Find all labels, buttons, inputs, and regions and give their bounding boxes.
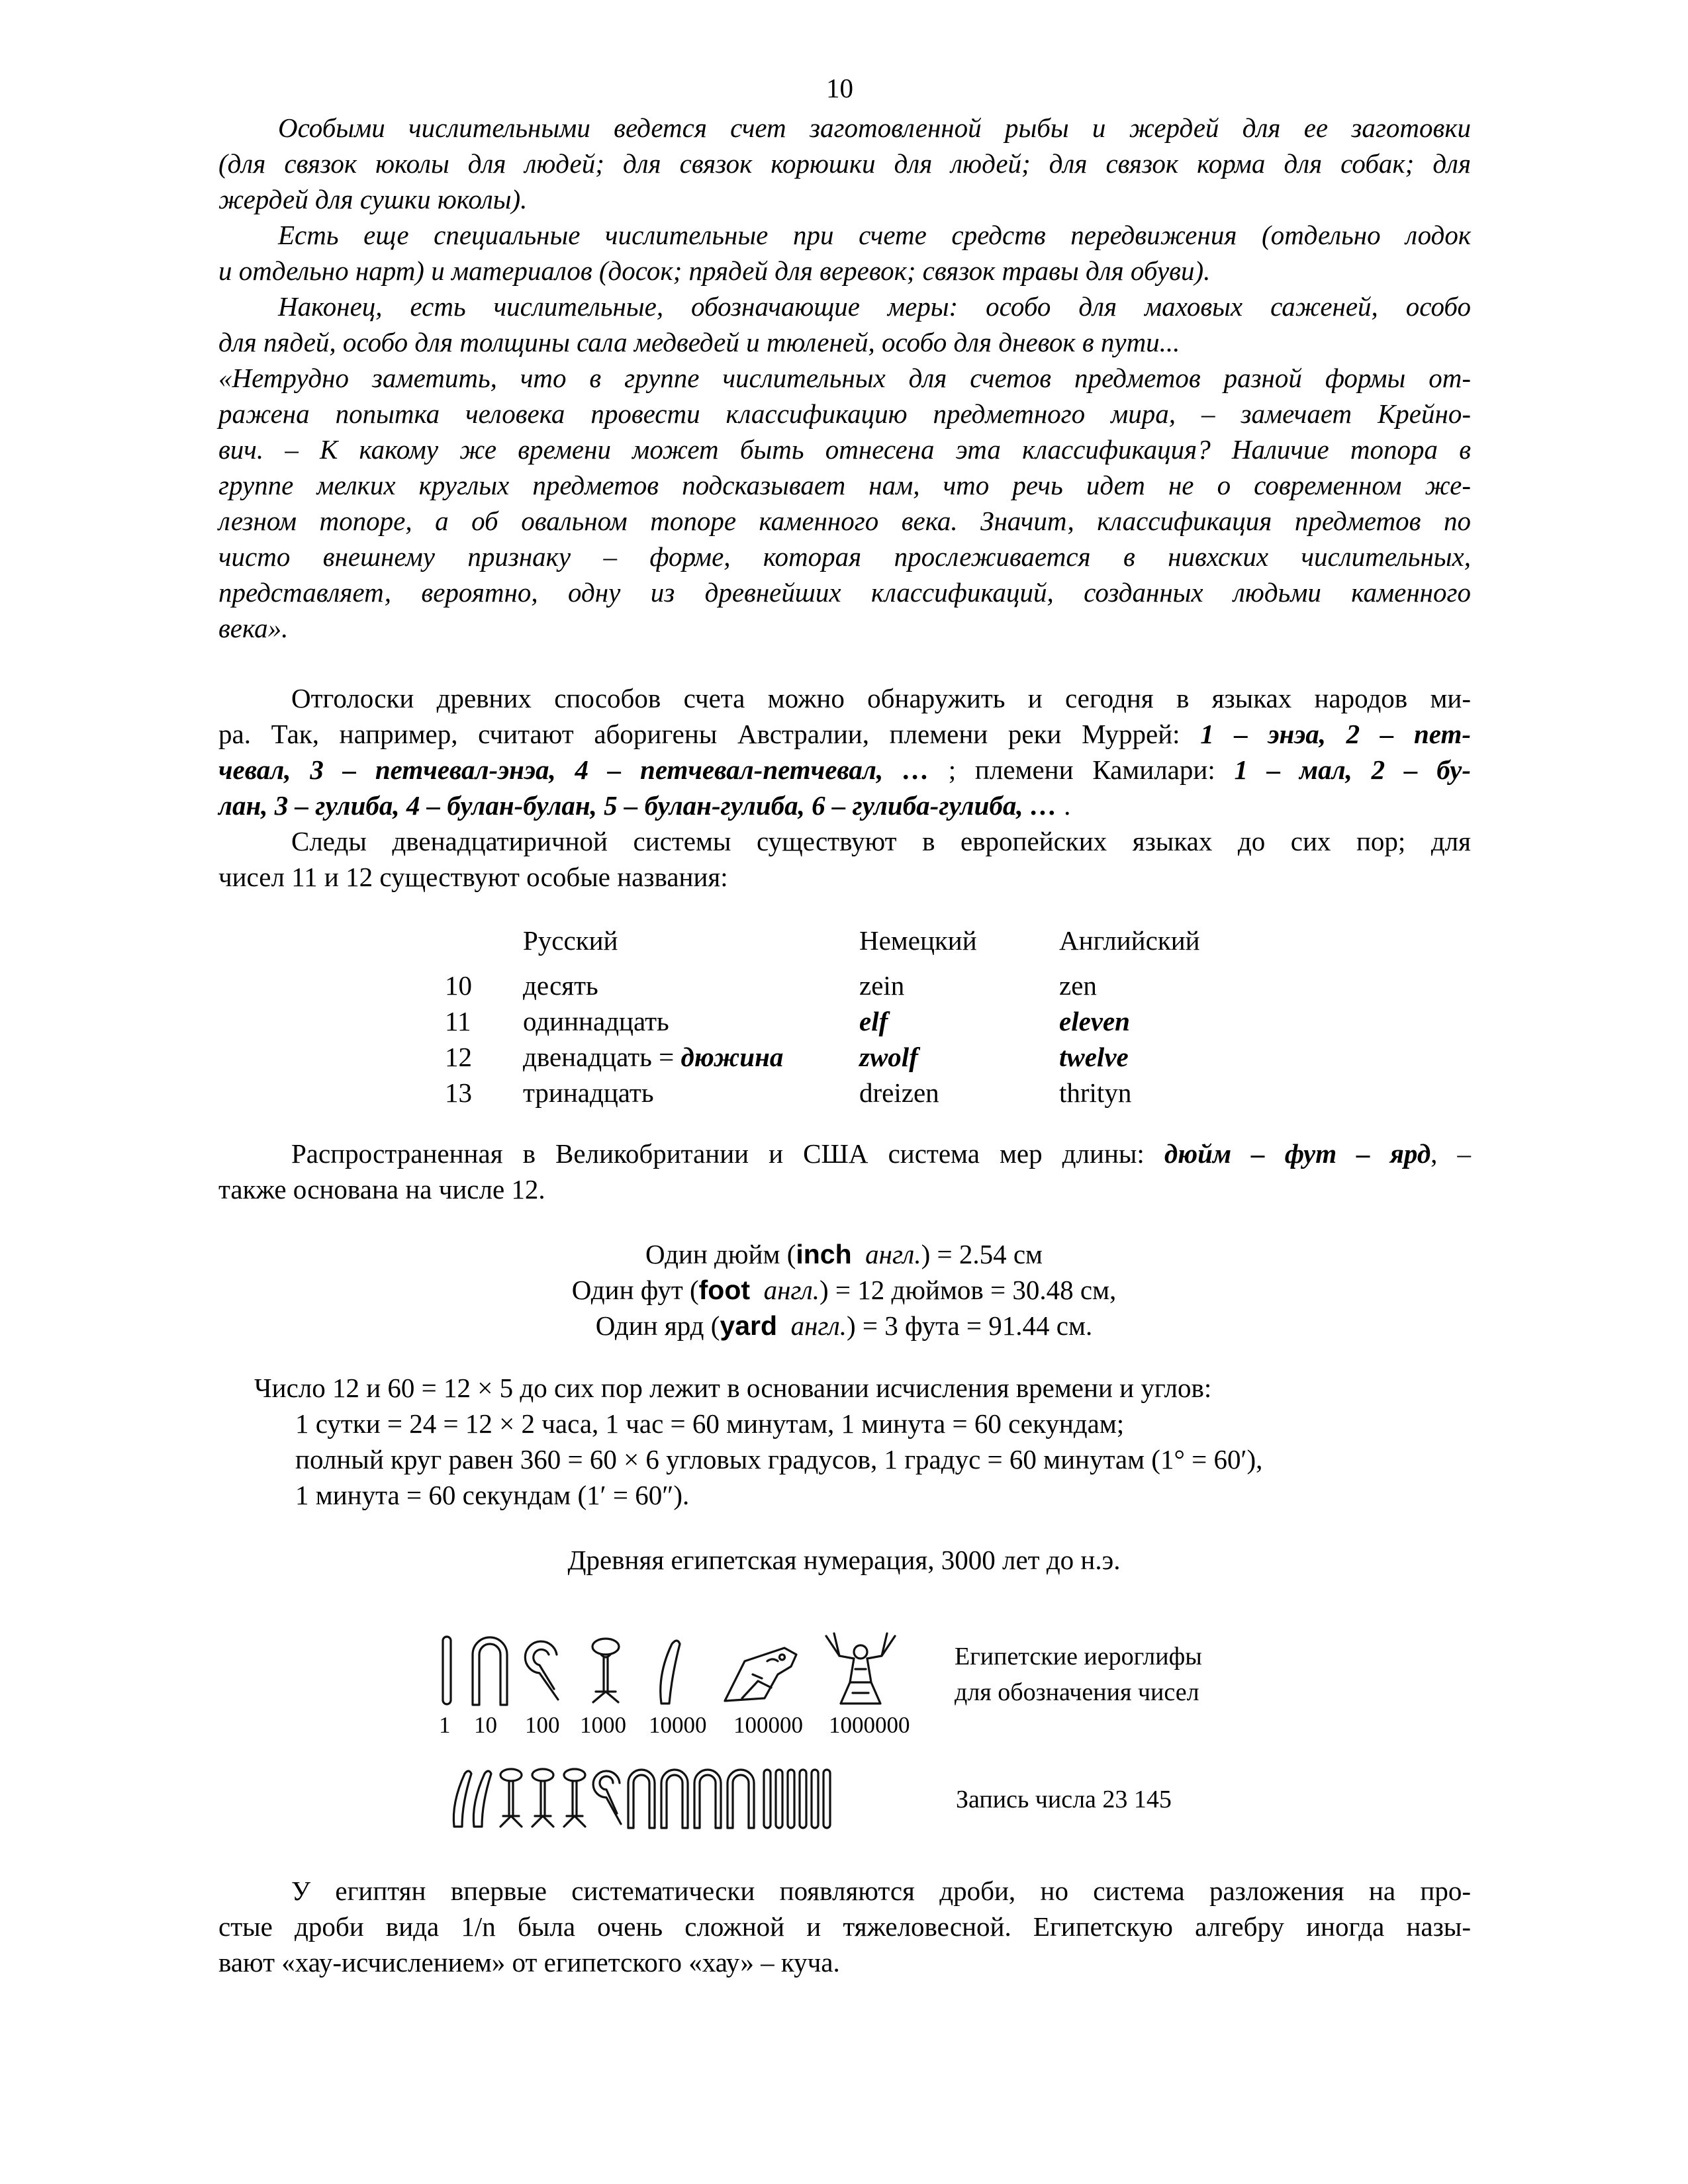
paragraph-line: (для связок юколы для людей; для связок корюшки для людей; для связок корма для собак; для: [218, 148, 1471, 179]
paragraph-line: чисел 11 и 12 существуют особые названия:: [218, 862, 728, 892]
russian-cell: тринадцать: [523, 1077, 654, 1108]
frog-hieroglyph-icon: [718, 1635, 804, 1707]
glyph-value: 10: [474, 1712, 497, 1738]
stroke-hieroglyph-icon: [437, 1635, 457, 1707]
hieroglyph-record-icon: [450, 1766, 887, 1832]
unit-line-inch: Один дюйм (inch англ.) = 2.54 см: [645, 1239, 1043, 1269]
english-cell: thrityn: [1059, 1077, 1132, 1108]
german-cell: zwolf: [859, 1042, 918, 1072]
unit-line-foot: Один фут (foot англ.) = 12 дюймов = 30.48 см,: [571, 1275, 1117, 1305]
quote-line: группе мелких круглых предметов подсказывает нам, что речь идет не о современном же-: [218, 470, 1471, 500]
paragraph-line: Следы двенадцатиричной системы существуют в европейских языках до сих пор; для: [291, 826, 1471, 856]
russian-cell: двенадцать = дюжина: [523, 1042, 784, 1072]
english-cell: zen: [1059, 970, 1097, 1001]
paragraph-line: жердей для сушки юколы).: [218, 184, 528, 214]
paragraph-line: Есть еще специальные числительные при счете средств передвижения (отдельно лодок: [278, 220, 1471, 250]
row-number: 10: [445, 970, 472, 1001]
paragraph-line: У египтян впервые систематически появляются дроби, но система разложения на про-: [291, 1876, 1471, 1906]
egypt-title: Древняя египетская нумерация, 3000 лет до н.э.: [567, 1545, 1121, 1575]
quote-line: лезном топоре, а об овальном топоре каменного века. Значит, классификация предметов по: [218, 506, 1471, 536]
paragraph-line: полный круг равен 360 = 60 × 6 угловых градусов, 1 градус = 60 минутам (1° = 60′),: [295, 1444, 1263, 1475]
german-cell: elf: [859, 1006, 888, 1036]
record-caption: Запись числа 23 145: [956, 1786, 1172, 1813]
glyph-value: 100000: [733, 1712, 803, 1738]
heel-bone-hieroglyph-icon: [470, 1635, 510, 1707]
row-number: 11: [445, 1006, 471, 1036]
russian-cell: десять: [523, 970, 598, 1001]
paragraph-line: и отдельно нарт) и материалов (досок; прядей для веревок; связок травы для обуви).: [218, 255, 1211, 286]
column-header-german: Немецкий: [859, 925, 977, 956]
column-header-russian: Русский: [523, 925, 618, 956]
quote-line: века».: [218, 613, 289, 643]
quote-line: «Нетрудно заметить, что в группе числительных для счетов предметов разной формы от-: [218, 363, 1471, 393]
quote-line: вич. – К какому же времени может быть отнесена эта классификация? Наличие топора в: [218, 434, 1471, 465]
paragraph-line: Особыми числительными ведется счет заготовленной рыбы и жердей для ее заготовки: [278, 113, 1471, 143]
god-heh-hieroglyph-icon: [821, 1629, 900, 1707]
russian-cell: одиннадцать: [523, 1006, 669, 1036]
glyph-value: 100: [525, 1712, 560, 1738]
paragraph-line: стые дроби вида 1/n была очень сложной и тяжеловесной. Египетскую алгебру иногда назы-: [218, 1911, 1471, 1942]
english-cell: eleven: [1059, 1006, 1130, 1036]
paragraph-line: ра. Так, например, считают аборигены Австралии, племени реки Муррей: 1 – энэа, 2 – пет-: [218, 719, 1471, 749]
paragraph-line: 1 минута = 60 секундам (1′ = 60″).: [295, 1480, 690, 1510]
glyph-value: 10000: [649, 1712, 707, 1738]
paragraph-line: Отголоски древних способов счета можно обнаружить и сегодня в языках народов ми-: [291, 683, 1471, 713]
quote-line: чисто внешнему признаку – форме, которая прослеживается в нивхских числительных,: [218, 541, 1471, 572]
finger-hieroglyph-icon: [652, 1635, 685, 1707]
paragraph-line: вают «хау-исчислением» от египетского «хау» – куча.: [218, 1947, 840, 1978]
quote-line: представляет, вероятно, одну из древнейших классификаций, созданных людьми каменного: [218, 577, 1471, 608]
row-number: 13: [445, 1077, 472, 1108]
lotus-hieroglyph-icon: [583, 1635, 629, 1707]
german-cell: dreizen: [859, 1077, 939, 1108]
paragraph-line: для пядей, особо для толщины сала медведей и тюленей, особо для дневок в пути...: [218, 327, 1180, 357]
glyph-caption: Египетские иероглифы: [955, 1643, 1202, 1670]
paragraph-line: Наконец, есть числительные, обозначающие меры: особо для маховых саженей, особо: [278, 291, 1471, 322]
paragraph-line: Число 12 и 60 = 12 × 5 до сих пор лежит в основании исчисления времени и углов:: [254, 1373, 1212, 1403]
german-cell: zein: [859, 970, 905, 1001]
unit-line-yard: Один ярд (yard англ.) = 3 фута = 91.44 см.: [595, 1310, 1093, 1341]
paragraph-line: лан, 3 – гулиба, 4 – булан-булан, 5 – булан-гулиба, 6 – гулиба-гулиба, … .: [218, 790, 1071, 821]
page-number: 10: [826, 73, 853, 103]
glyph-value: 1: [439, 1712, 451, 1738]
glyph-value: 1000000: [829, 1712, 910, 1738]
glyph-caption: для обозначения чисел: [955, 1678, 1199, 1706]
paragraph-line: чевал, 3 – петчевал-энэа, 4 – петчевал-петчевал, … ; племени Камилари: 1 – мал, 2 – бу-: [218, 754, 1471, 785]
row-number: 12: [445, 1042, 472, 1072]
quote-line: ражена попытка человека провести классификацию предметного мира, – замечает Крейно-: [218, 398, 1471, 429]
column-header-english: Английский: [1059, 925, 1200, 956]
glyph-value: 1000: [580, 1712, 626, 1738]
paragraph-line: Распространенная в Великобритании и США система мер длины: дюйм – фут – ярд, –: [291, 1138, 1471, 1169]
paragraph-line: 1 сутки = 24 = 12 × 2 часа, 1 час = 60 минутам, 1 минута = 60 секундам;: [295, 1408, 1125, 1439]
coiled-rope-hieroglyph-icon: [520, 1635, 566, 1707]
paragraph-line: также основана на числе 12.: [218, 1174, 545, 1205]
english-cell: twelve: [1059, 1042, 1129, 1072]
